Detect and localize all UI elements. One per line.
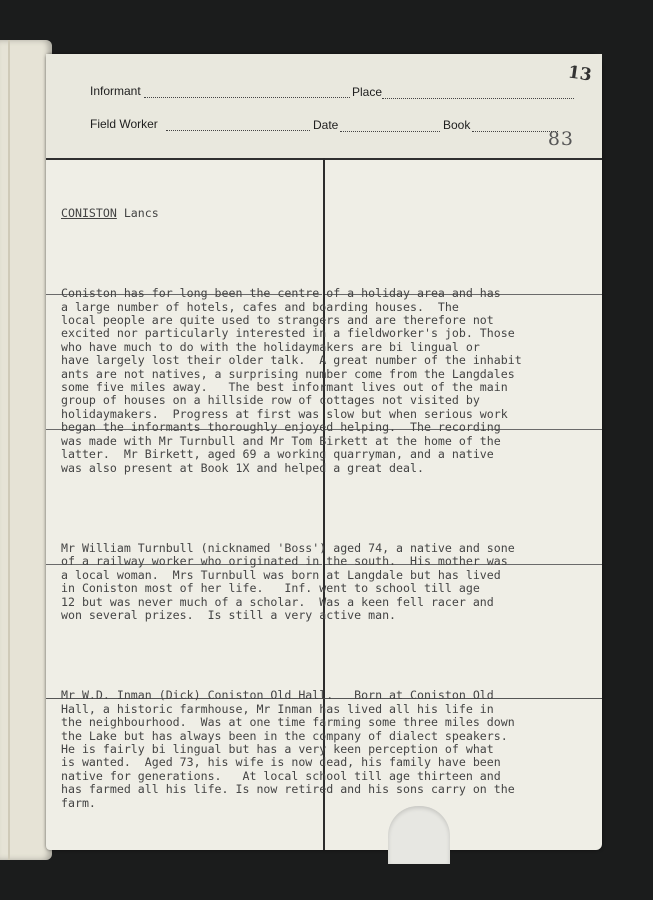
text-line: was made with Mr Turnbull and Mr Tom Birkett at the home of the [61,433,501,448]
date-field [340,131,440,132]
text-line: has farmed all his life. Is now retired and his sons carry on the [61,782,515,797]
text-line: of a railway worker who originated in the south. His mother was [61,554,508,569]
card-thumb-tab [388,806,450,864]
heading [61,207,601,220]
book-field [472,131,558,132]
typed-notes [61,180,601,837]
field-worker-label: Field Worker [90,117,158,131]
text-line: Mr W.D. Inman (Dick) Coniston Old Hall. Born at Coniston Old [61,688,494,703]
card-header [46,54,602,160]
text-line: who have much to do with the holidaymakers are bi lingual or [61,339,480,354]
text-line: a local woman. Mrs Turnbull was born at Langdale but has lived [61,567,501,582]
text-line: group of houses on a hillside row of cottages not visited by [61,393,480,408]
underlying-page [0,40,52,860]
field-worker-field [166,130,310,131]
text-line: excited nor particularly interested in a fieldworker's job. Those [61,326,515,341]
text-line: Hall, a historic farmhouse, Mr Inman has lived all his life in [61,701,494,716]
paragraph-informant-inman [61,689,601,810]
paragraph-setting [61,287,601,475]
text-line: He is fairly bi lingual but has a very keen perception of what [61,742,494,757]
text-line: 12 but was never much of a scholar. Was a keen fell racer and [61,594,494,609]
text-line: latter. Mr Birkett, aged 69 a working quarryman, and a native [61,447,494,462]
text-line: the Lake but has always been in the company of dialect speakers. [61,728,508,743]
text-line: began the informants thoroughly enjoyed helping. The recording [61,420,501,435]
book-label: Book [443,118,471,132]
text-line: a large number of hotels, cafes and boarding houses. The [61,299,459,314]
informant-label: Informant [90,84,141,98]
text-line: in Coniston most of her life. Inf. went to school till age [61,581,480,596]
text-line: is wanted. Aged 73, his wife is now dead, his family have been [61,755,501,770]
text-line: farm. [61,795,96,810]
informant-field [144,97,350,98]
text-line: local people are quite used to strangers and are therefore not [61,313,494,328]
record-card [46,54,602,850]
text-line: the neighbourhood. Was at one time farming some three miles down [61,715,515,730]
place-title: CONISTON [61,205,117,220]
text-line: won several prizes. Is still a very active man. [61,607,397,622]
place-field [382,98,574,99]
place-label: Place [352,85,383,99]
text-line: was also present at Book 1X and helped a great deal. [61,460,424,475]
text-line: holidaymakers. Progress at first was slow but when serious work [61,406,508,421]
text-line: Coniston has for long been the centre of a holiday area and has [61,286,501,301]
paragraph-informant-turnbull [61,542,601,622]
date-label: Date [313,118,339,132]
page-edge [8,40,10,860]
text-line: native for generations. At local school till age thirteen and [61,768,501,783]
county: Lancs [123,205,159,220]
corner-number: 13 [567,62,594,86]
text-line: have largely lost their older talk. A great number of the inhabit [61,353,522,368]
text-line: ants are not natives, a surprising number come from the Langdales [61,366,515,381]
text-line: some five miles away. The best informant lives out of the main [61,380,508,395]
text-line: Mr William Turnbull (nicknamed 'Boss') aged 74, a native and sone [61,540,515,555]
page-number: 83 [547,128,574,150]
